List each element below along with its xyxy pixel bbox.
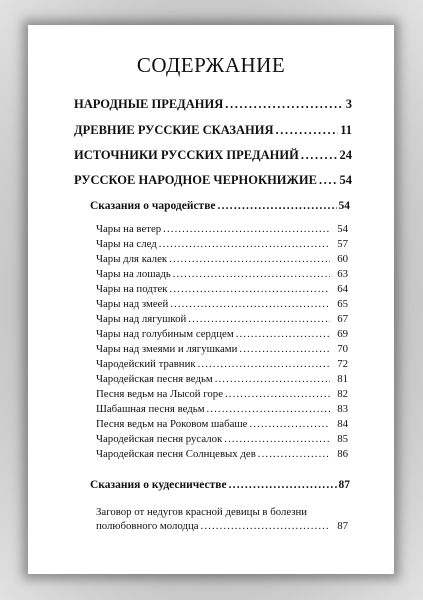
toc-item-page: 87 xyxy=(337,520,348,532)
toc-item xyxy=(96,418,348,430)
dot-leader xyxy=(258,448,330,460)
dot-leader xyxy=(198,358,330,370)
toc-item xyxy=(96,298,348,310)
dot-leader xyxy=(301,148,338,163)
toc-item xyxy=(96,238,348,250)
dot-leader xyxy=(229,479,337,491)
toc-entry-label: НАРОДНЫЕ ПРЕДАНИЯ xyxy=(74,97,224,111)
dot-leader xyxy=(163,223,330,235)
dot-leader xyxy=(188,313,330,325)
toc-item-label: Чары на ветер xyxy=(96,223,162,235)
dot-leader xyxy=(170,298,330,310)
toc-item xyxy=(96,433,348,445)
toc-item-last-line xyxy=(96,520,348,532)
toc-item-label-line2: полюбовного молодца xyxy=(96,520,199,532)
toc-item xyxy=(96,343,348,355)
toc-item-page: 64 xyxy=(337,283,348,295)
dot-leader xyxy=(218,200,337,212)
toc-item-page: 67 xyxy=(337,313,348,325)
toc-item-label: Чары над змеей xyxy=(96,298,169,310)
toc-item-page: 85 xyxy=(337,433,348,445)
toc-section-heading xyxy=(90,200,350,212)
dot-leader xyxy=(225,388,330,400)
toc-section-heading xyxy=(90,479,350,491)
toc-section-label: Сказания о чародействе xyxy=(90,200,216,212)
page-title: СОДЕРЖАНИЕ xyxy=(136,53,286,77)
dot-leader xyxy=(224,433,330,445)
toc-entry-page: 3 xyxy=(345,97,352,111)
toc-item xyxy=(96,358,348,370)
toc-item xyxy=(96,223,348,235)
toc-item-label: Чародейская песня русалок xyxy=(96,433,223,445)
toc-item-page: 63 xyxy=(337,268,348,280)
toc-item-page: 69 xyxy=(337,328,348,340)
toc-item-page: 81 xyxy=(337,373,348,385)
toc-item-page: 57 xyxy=(337,238,348,250)
toc-item-label: Чары над голубиным сердцем xyxy=(96,328,234,340)
toc-entry-label: ИСТОЧНИКИ РУССКИХ ПРЕДАНИЙ xyxy=(74,148,299,162)
book-page xyxy=(28,25,394,574)
dot-leader xyxy=(319,173,338,188)
dot-leader xyxy=(201,520,330,532)
dot-leader xyxy=(276,123,339,138)
toc-item-label: Чары над лягушкой xyxy=(96,313,187,325)
toc-item xyxy=(96,313,348,325)
toc-item-label: Чародейская песня Солнцевых дев xyxy=(96,448,256,460)
toc-item xyxy=(96,283,348,295)
dot-leader xyxy=(236,328,330,340)
dot-leader xyxy=(225,97,343,112)
toc-item-label: Чары на лошадь xyxy=(96,268,171,280)
toc-item-page: 60 xyxy=(337,253,348,265)
dot-leader xyxy=(173,268,330,280)
toc-entry-page: 24 xyxy=(339,148,352,162)
toc-section-page: 87 xyxy=(338,479,350,491)
toc-item-page: 70 xyxy=(337,343,348,355)
toc-entry-label: ДРЕВНИЕ РУССКИЕ СКАЗАНИЯ xyxy=(74,123,274,137)
dot-leader xyxy=(215,373,330,385)
toc-item-page: 82 xyxy=(337,388,348,400)
toc-item xyxy=(96,268,348,280)
toc-item-label: Чары на след xyxy=(96,238,157,250)
toc-item-label: Чары над змеями и лягушками xyxy=(96,343,238,355)
dot-leader xyxy=(239,343,330,355)
toc-entry-page: 54 xyxy=(339,173,352,187)
toc-item-label: Чародейская песня ведьм xyxy=(96,373,213,385)
toc-item-label: Чары для калек xyxy=(96,253,168,265)
dot-leader xyxy=(207,403,330,415)
toc-item-label: Чародейский травник xyxy=(96,358,196,370)
toc-item-multiline xyxy=(96,506,348,530)
toc-item xyxy=(96,253,348,265)
toc-item xyxy=(96,403,348,415)
toc-item-page: 65 xyxy=(337,298,348,310)
toc-section-page: 54 xyxy=(338,200,350,212)
toc-main-entry xyxy=(74,148,352,163)
dot-leader xyxy=(170,283,330,295)
toc-item xyxy=(96,388,348,400)
toc-item-page: 54 xyxy=(337,223,348,235)
toc-item-label-line1: Заговор от недугов красной девицы в болезни xyxy=(96,506,308,518)
toc-section-label: Сказания о кудесничестве xyxy=(90,479,227,491)
toc-item-label: Чары на подтек xyxy=(96,283,168,295)
toc-entry-label: РУССКОЕ НАРОДНОЕ ЧЕРНОКНИЖИЕ xyxy=(74,173,317,187)
toc-item-label: Песня ведьм на Лысой горе xyxy=(96,388,223,400)
toc-item xyxy=(96,448,348,460)
dot-leader xyxy=(159,238,330,250)
dot-leader xyxy=(249,418,330,430)
toc-item-page: 83 xyxy=(337,403,348,415)
toc-item-page: 84 xyxy=(337,418,348,430)
toc-item xyxy=(96,328,348,340)
toc-main-entry xyxy=(74,173,352,188)
toc-item xyxy=(96,373,348,385)
toc-item-page: 86 xyxy=(337,448,348,460)
toc-item-label: Шабашная песня ведьм xyxy=(96,403,205,415)
dot-leader xyxy=(169,253,330,265)
toc-item-label: Песня ведьм на Роковом шабаше xyxy=(96,418,248,430)
toc-main-entry xyxy=(74,97,352,112)
toc-entry-page: 11 xyxy=(340,123,352,137)
toc-item-page: 72 xyxy=(337,358,348,370)
toc-main-entry xyxy=(74,123,352,138)
